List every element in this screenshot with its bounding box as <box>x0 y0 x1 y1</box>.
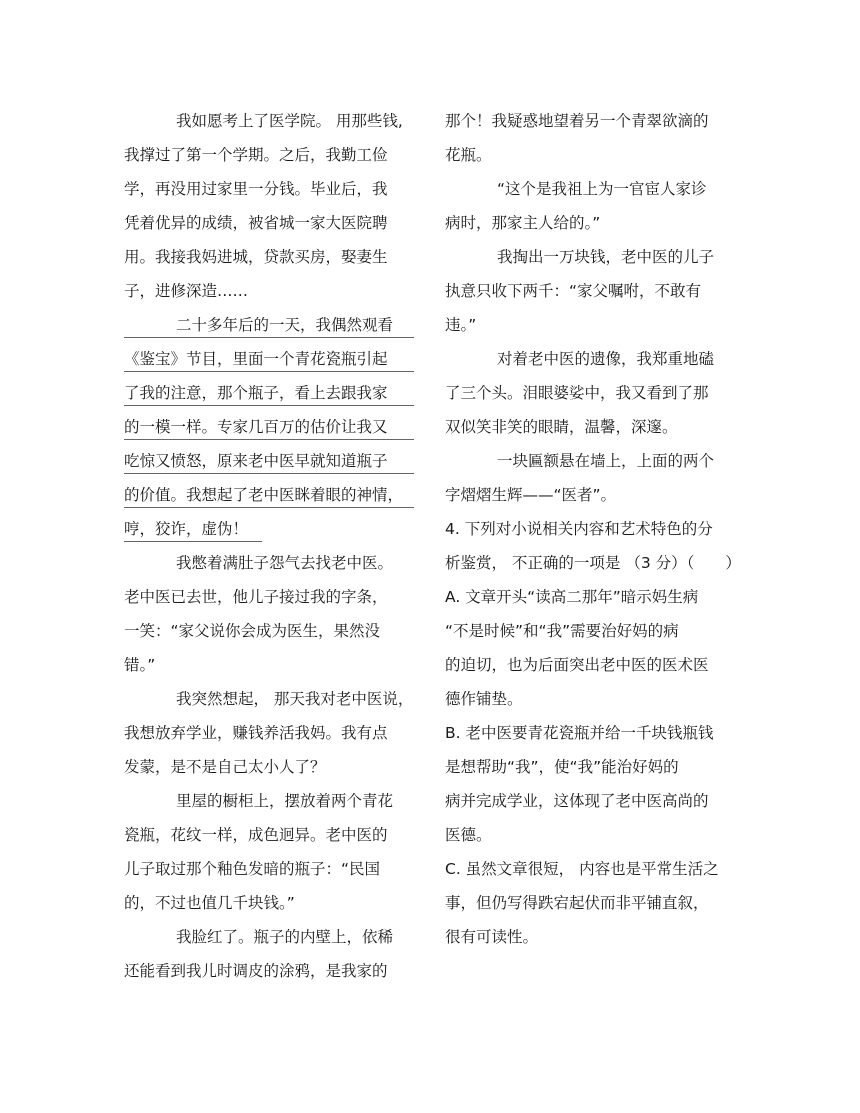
text-line <box>445 206 745 240</box>
text-line <box>445 920 745 954</box>
line-text: 对着老中医的遗像，我郑重地磕 <box>497 350 715 368</box>
text-line <box>445 614 745 648</box>
line-text: 我掏出一万块钱，老中医的儿子 <box>497 248 715 266</box>
text-line <box>124 444 416 478</box>
text-line <box>124 716 416 750</box>
right-text-column <box>445 104 745 954</box>
text-line <box>124 546 416 580</box>
text-line <box>124 614 416 648</box>
line-text: 德作铺垫。 <box>445 690 523 708</box>
underlined-text: 吃惊又愤怒，原来老中医早就知道瓶子 <box>124 449 414 474</box>
text-line <box>124 920 416 954</box>
line-text: 双似笑非笑的眼睛，温馨，深邃。 <box>445 418 678 436</box>
text-line <box>445 308 745 342</box>
text-line <box>445 716 745 750</box>
line-text: 我憋着满肚子怨气去找老中医。 <box>176 554 394 572</box>
text-line <box>124 580 416 614</box>
text-line <box>445 172 745 206</box>
underlined-text: 《鉴宝》节目，里面一个青花瓷瓶引起 <box>124 347 414 372</box>
line-text: 是想帮助“我”，使“我”能治好妈的 <box>445 758 679 776</box>
text-line <box>124 784 416 818</box>
line-text: 发蒙，是不是自己太小人了？ <box>124 758 326 776</box>
line-text: 析鉴赏， 不正确的一项是 （3 分）（ ） <box>445 554 741 572</box>
line-text: 儿子取过那个釉色发暗的瓶子：“民国 <box>124 860 381 878</box>
line-text: “不是时候”和“我”需要治好妈的病 <box>445 622 679 640</box>
line-text: 违。” <box>445 316 477 334</box>
line-text: 了三个头。泪眼婆娑中，我又看到了那 <box>445 384 709 402</box>
line-text: 我脸红了。瓶子的内壁上，依稀 <box>176 928 394 946</box>
text-line <box>445 138 745 172</box>
text-line <box>445 648 745 682</box>
line-text: 那个！我疑惑地望着另一个青翠欲滴的 <box>445 112 709 130</box>
line-text: 花瓶。 <box>445 146 492 164</box>
underlined-text: 的一模一样。专家几百万的估价让我又 <box>124 415 414 440</box>
text-line <box>124 886 416 920</box>
line-text: 用。我接我妈进城，贷款买房，娶妻生 <box>124 248 388 266</box>
text-line <box>445 750 745 784</box>
line-text: 老中医已去世，他儿子接过我的字条， <box>124 588 388 606</box>
line-text: 的迫切，也为后面突出老中医的医术医 <box>445 656 709 674</box>
line-text: 错。” <box>124 656 156 674</box>
line-text: 4. 下列对小说相关内容和艺术特色的分 <box>445 520 713 538</box>
text-line <box>124 104 416 138</box>
text-line <box>124 852 416 886</box>
line-text: 我突然想起， 那天我对老中医说， <box>176 690 414 708</box>
line-text: 我如愿考上了医学院。 用那些钱, <box>176 112 403 130</box>
text-line <box>124 648 416 682</box>
text-line <box>124 274 416 308</box>
text-line <box>445 104 745 138</box>
text-line <box>445 410 745 444</box>
text-line <box>124 478 416 512</box>
line-text: 我撑过了第一个学期。之后，我勤工俭 <box>124 146 388 164</box>
text-line <box>124 512 416 546</box>
line-text: 一块匾额悬在墙上，上面的两个 <box>497 452 715 470</box>
line-text: 医德。 <box>445 826 492 844</box>
text-line <box>124 172 416 206</box>
text-line <box>124 818 416 852</box>
text-line <box>445 852 745 886</box>
line-text: 的，不过也值几千块钱。” <box>124 894 295 912</box>
line-text: C. 虽然文章很短， 内容也是平常生活之 <box>445 860 719 878</box>
text-line <box>445 784 745 818</box>
line-text: 执意只收下两千：“家父嘱咐，不敢有 <box>445 282 702 300</box>
text-line <box>445 886 745 920</box>
line-text: 还能看到我儿时调皮的涂鸦，是我家的 <box>124 962 388 980</box>
text-line <box>445 682 745 716</box>
text-line <box>445 444 745 478</box>
line-text: 病时，那家主人给的。” <box>445 214 601 232</box>
line-text: 字熠熠生辉——“医者”。 <box>445 486 617 504</box>
text-line <box>445 818 745 852</box>
line-text: 瓷瓶，花纹一样，成色迥异。老中医的 <box>124 826 388 844</box>
line-text: 凭着优异的成绩，被省城一家大医院聘 <box>124 214 388 232</box>
text-line <box>124 682 416 716</box>
line-text: 很有可读性。 <box>445 928 539 946</box>
line-text: 病并完成学业，这体现了老中医高尚的 <box>445 792 709 810</box>
text-line <box>445 376 745 410</box>
text-line <box>124 138 416 172</box>
text-line <box>124 410 416 444</box>
text-line <box>124 750 416 784</box>
text-line <box>124 206 416 240</box>
text-line <box>445 240 745 274</box>
line-text: “这个是我祖上为一官宦人家诊 <box>497 180 707 198</box>
line-text: 子，进修深造…… <box>124 282 249 300</box>
line-text: 里屋的橱柜上，摆放着两个青花 <box>176 792 394 810</box>
underlined-text: 哼，狡诈，虚伪！ <box>124 517 262 542</box>
text-line <box>124 240 416 274</box>
text-line <box>124 376 416 410</box>
text-line <box>445 478 745 512</box>
text-line <box>445 274 745 308</box>
line-text: 我想放弃学业，赚钱养活我妈。我有点 <box>124 724 388 742</box>
line-text: A. 文章开头“读高二那年”暗示妈生病 <box>445 588 699 606</box>
text-line <box>124 954 416 988</box>
text-line <box>124 308 416 342</box>
line-text: B. 老中医要青花瓷瓶并给一千块钱瓶钱 <box>445 724 714 742</box>
text-line <box>124 342 416 376</box>
line-text: 学，再没用过家里一分钱。毕业后，我 <box>124 180 388 198</box>
underlined-text: 的价值。我想起了老中医眯着眼的神情， <box>124 483 414 508</box>
line-text: 一笑：“家父说你会成为医生，果然没 <box>124 622 381 640</box>
line-text: 事，但仍写得跌宕起伏而非平铺直叙， <box>445 894 709 912</box>
text-line <box>445 580 745 614</box>
text-line <box>445 512 745 546</box>
text-line <box>445 342 745 376</box>
underlined-text: 了我的注意，那个瓶子，看上去跟我家 <box>124 381 414 406</box>
left-text-column <box>124 104 416 988</box>
text-line <box>445 546 745 580</box>
underlined-text: 二十多年后的一天，我偶然观看 <box>124 313 414 338</box>
